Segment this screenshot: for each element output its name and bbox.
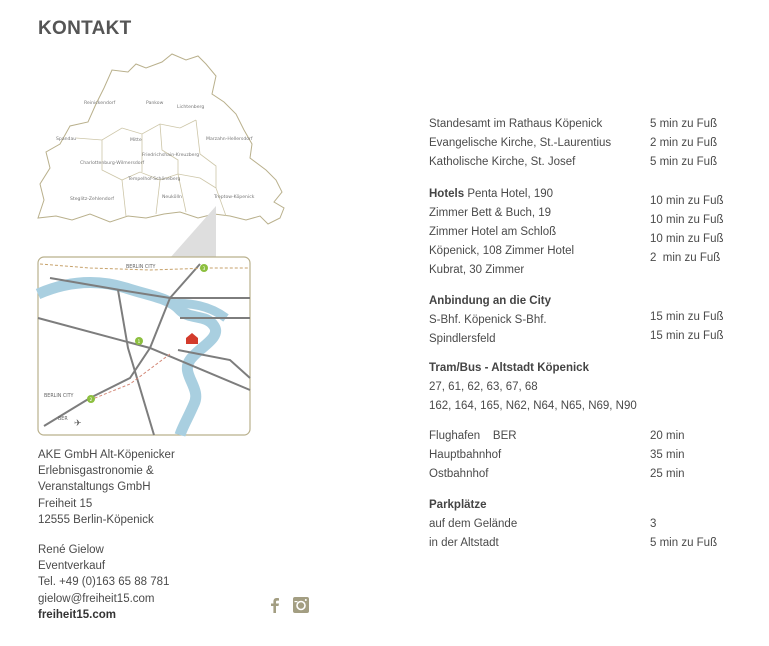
- hotel-line: Zimmer Bett & Buch, 19: [429, 207, 552, 219]
- hotel-distance: 2 min zu Fuß: [650, 252, 721, 264]
- address-block: [38, 447, 268, 528]
- city-distance: 15 min zu Fuß: [650, 330, 724, 342]
- street: Freiheit 15: [38, 497, 93, 510]
- hotels-heading: Hotels: [429, 188, 465, 200]
- city-distance: 15 min zu Fuß: [650, 311, 724, 323]
- travel-section: [429, 430, 749, 487]
- nearby-value: 5 min zu Fuß: [650, 156, 718, 168]
- instagram-icon[interactable]: [292, 596, 310, 614]
- svg-text:1: 1: [137, 340, 141, 345]
- contact-role: Eventverkauf: [38, 560, 106, 573]
- city-heading: Anbindung an die City: [429, 295, 552, 307]
- hotel-distance: 10 min zu Fuß: [650, 233, 724, 245]
- hotels-values: [429, 195, 749, 271]
- hotel-distance: 10 min zu Fuß: [650, 214, 724, 226]
- district-label: Friedrichshain-Kreuzberg: [142, 153, 200, 158]
- company-name-cont: Erlebnisgastronomie &: [38, 465, 154, 478]
- zoom-wedge: [170, 206, 216, 258]
- hotel-line: Köpenick, 108 Zimmer Hotel: [429, 245, 575, 257]
- company-name-cont: Veranstaltungs GmbH: [38, 481, 151, 494]
- contact-email[interactable]: gielow@freiheit15.com: [38, 592, 155, 605]
- travel-value: 35 min: [650, 449, 685, 461]
- district-label: Charlottenburg-Wilmersdorf: [80, 161, 145, 166]
- bus-lines: 162, 164, 165, N62, N64, N65, N69, N90: [429, 400, 637, 412]
- district-label: Neukölln: [162, 195, 182, 200]
- city-line: Spindlersfeld: [429, 333, 496, 345]
- tram-section: [429, 362, 749, 419]
- travel-label: Ostbahnhof: [429, 468, 489, 480]
- parking-value: 5 min zu Fuß: [650, 537, 718, 549]
- tram-heading: Tram/Bus - Altstadt Köpenick: [429, 362, 589, 374]
- contact-name: René Gielow: [38, 544, 104, 556]
- city-label: BERLIN CITY: [126, 265, 156, 270]
- airport-label: BER: [58, 417, 68, 422]
- city-label: BERLIN CITY: [44, 394, 74, 399]
- svg-text:2: 2: [89, 398, 93, 403]
- website-link[interactable]: freiheit15.com: [38, 608, 116, 621]
- travel-value: 25 min: [650, 468, 685, 480]
- hotel-distance: 10 min zu Fuß: [650, 195, 724, 207]
- district-label: Reinickendorf: [84, 101, 116, 106]
- hotel-line: Kubrat, 30 Zimmer: [429, 264, 525, 276]
- parking-label: auf dem Gelände: [429, 518, 518, 530]
- facebook-icon[interactable]: [266, 596, 284, 614]
- district-label: Treptow-Köpenick: [214, 195, 255, 200]
- nearby-label: Standesamt im Rathaus Köpenick: [429, 118, 603, 130]
- airplane-icon: ✈: [74, 418, 82, 428]
- travel-label: Hauptbahnhof: [429, 449, 502, 461]
- page-title: KONTAKT: [38, 18, 132, 39]
- city: 12555 Berlin-Köpenick: [38, 513, 154, 526]
- parking-section: [429, 499, 749, 556]
- parking-label: in der Altstadt: [429, 537, 499, 549]
- hotel-line: Penta Hotel, 190: [467, 188, 554, 200]
- nearby-label: Evangelische Kirche, St.-Laurentius: [429, 137, 612, 149]
- nearby-section: [429, 118, 749, 175]
- district-label: Tempelhof-Schöneberg: [128, 177, 181, 182]
- nearby-value: 2 min zu Fuß: [650, 137, 718, 149]
- district-label: Mitte: [130, 138, 142, 143]
- district-label: Lichtenberg: [177, 105, 205, 110]
- hotel-line: Zimmer Hotel am Schloß: [429, 226, 557, 238]
- district-label: Marzahn-Hellersdorf: [206, 137, 253, 142]
- contact-block: [38, 542, 268, 623]
- travel-label: Flughafen BER: [429, 430, 517, 442]
- location-map: [30, 48, 292, 438]
- travel-value: 20 min: [650, 430, 685, 442]
- contact-phone[interactable]: Tel. +49 (0)163 65 88 781: [38, 576, 170, 589]
- parking-heading: Parkplätze: [429, 499, 487, 511]
- tram-lines: 27, 61, 62, 63, 67, 68: [429, 381, 538, 393]
- parking-value: 3: [650, 518, 657, 530]
- svg-text:3: 3: [202, 267, 206, 272]
- district-label: Pankow: [146, 101, 164, 106]
- nearby-value: 5 min zu Fuß: [650, 118, 718, 130]
- district-label: Spandau: [56, 137, 77, 142]
- company-name: AKE GmbH Alt-Köpenicker: [38, 449, 175, 461]
- city-values: [429, 311, 749, 349]
- district-label: Steglitz-Zehlendorf: [70, 197, 115, 202]
- nearby-label: Katholische Kirche, St. Josef: [429, 156, 576, 168]
- city-line: S-Bhf. Köpenick S-Bhf.: [429, 314, 547, 326]
